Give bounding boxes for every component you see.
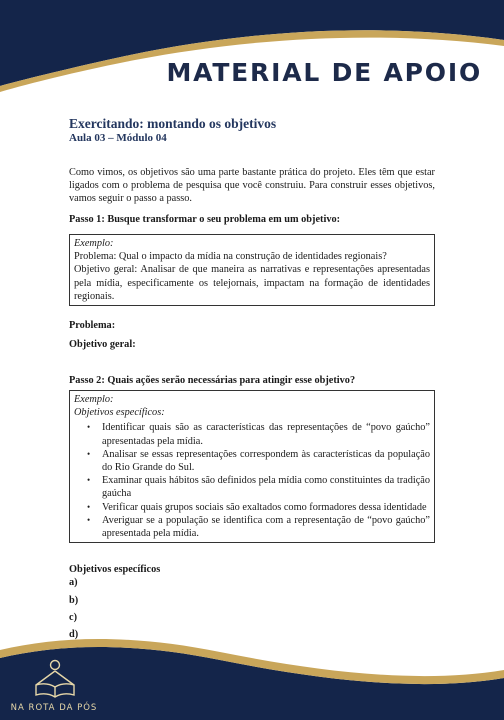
problem-label: Problema:	[69, 320, 116, 331]
list-item: • Analisar se essas representações correspondem às características da população do Rio Grande do Sul.	[74, 448, 430, 474]
step1-example-label: Exemplo:	[74, 238, 114, 249]
list-item: • Averiguar se a população se identifica com a representação de “povo gaúcho” apresentada pela mídia.	[74, 514, 430, 540]
answer-d: d)	[69, 629, 79, 640]
lesson-subtitle: Aula 03 – Módulo 04	[69, 132, 167, 144]
goal-label: Objetivo geral:	[69, 339, 136, 350]
logo	[28, 657, 82, 701]
step1-example-box	[69, 234, 435, 306]
list-item: • Examinar quais hábitos são definidos pela mídia como constituintes da tradição gaúcha	[74, 474, 430, 500]
answer-a: a)	[69, 577, 78, 588]
header-title: MATERIAL DE APOIO	[166, 58, 482, 87]
step2-example-box	[69, 390, 435, 543]
answer-c: c)	[69, 612, 77, 623]
step1-goal-text: Objetivo geral: Analisar de que maneira as narrativas e representações apresentadas pela mídia, especificamente os telejornais, impactam na formação de identidades regionais.	[74, 264, 430, 302]
logo-text: NA ROTA DA PÓS	[10, 703, 98, 713]
step2-example-label: Exemplo:	[74, 394, 114, 405]
answer-b: b)	[69, 595, 79, 606]
step2-heading: Passo 2: Quais ações serão necessárias para atingir esse objetivo?	[69, 375, 356, 386]
lesson-title: Exercitando: montando os objetivos	[69, 116, 277, 131]
specific-objectives-list	[74, 421, 430, 540]
step1-heading: Passo 1: Busque transformar o seu problema em um objetivo:	[69, 214, 341, 225]
specific-objectives-label: Objetivos específicos	[69, 564, 161, 575]
intro-paragraph: Como vimos, os objetivos são uma parte bastante prática do projeto. Eles têm que estar ligados com o problema de pesquisa que você construiu. Para construir esses objetivos, vamos seguir o passo a passo.	[69, 167, 435, 205]
list-item: • Identificar quais são as características das representações de “povo gaúcho” apresentadas pela mídia.	[74, 421, 430, 447]
step2-specific-label: Objetivos específicos:	[74, 407, 165, 419]
open-book-icon	[36, 661, 74, 698]
step1-problem-text: Problema: Qual o impacto da mídia na construção de identidades regionais?	[74, 251, 387, 263]
header-banner	[0, 0, 504, 110]
list-item: • Verificar quais grupos sociais são exaltados como formadores dessa identidade	[74, 501, 430, 514]
